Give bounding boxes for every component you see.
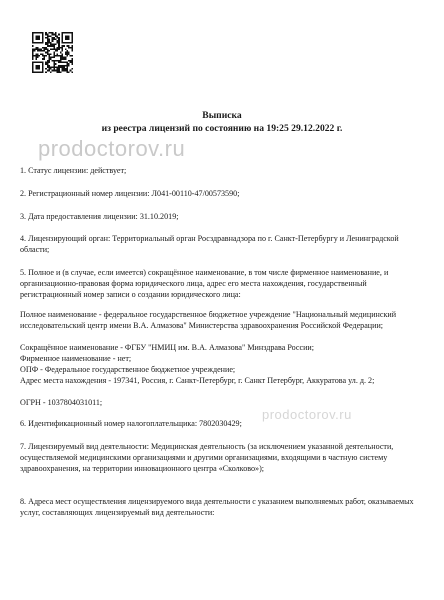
watermark-small: prodoctorov.ru [262,407,352,422]
org-brand-name: Фирменное наименование - нет; [20,354,132,363]
qr-code [32,32,73,73]
item-license-status: 1. Статус лицензии: действует; [20,166,127,175]
document-title: Выписка [202,110,242,121]
item-activity-addresses: 8. Адреса мест осуществления лицензируемого вида деятельности с указанием выполняемых работ, оказываемых услуг, составляющих лицензируемый вид деятельности: [20,497,414,517]
org-full-name: Полное наименование - федеральное государственное бюджетное учреждение "Национальный медицинский исследовательский центр имени В.А. Алмазова" Министерства здравоохранения Российской Федерации; [20,310,397,330]
org-ogrn: ОГРН - 1037804031011; [20,398,103,407]
item-licensing-authority: 4. Лицензирующий орган: Территориальный орган Росздравнадзора по г. Санкт-Петербургу и Ленинградской области; [20,234,399,254]
item-organization-header: 5. Полное и (в случае, если имеется) сокращённое наименование, в том числе фирменное наименование, и организационно-правовая форма юридического лица, адрес его места нахождения, государственный регистрационный номер записи о создании юридического лица: [20,268,389,299]
item-licensed-activity: 7. Лицензируемый вид деятельности: Медицинская деятельность (за исключением указанной деятельности, осуществляемой медицинскими организациями и другими организациями, входящими в частную систему здравоохранения, на территории инновационного центра «Сколково»); [20,442,394,473]
item-registration-number: 2. Регистрационный номер лицензии: Л041-00110-47/00573590; [20,189,240,198]
org-address: Адрес места нахождения - 197341, Россия, г. Санкт-Петербург, г. Санкт Петербург, Аккуратова ул. д. 2; [20,376,375,385]
item-license-date: 3. Дата предоставления лицензии: 31.10.2019; [20,212,179,221]
document-subtitle: из реестра лицензий по состоянию на 19:25 29.12.2022 г. [101,123,343,134]
org-legal-form: ОПФ - Федеральное государственное бюджетное учреждение; [20,365,236,374]
org-short-name: Сокращённое наименование - ФГБУ "НМИЦ им. В.А. Алмазова" Минздрава России; [20,343,314,352]
watermark: prodoctorov.ru [38,136,186,161]
item-tax-id: 6. Идентификационный номер налогоплательщика: 7802030429; [20,419,242,428]
